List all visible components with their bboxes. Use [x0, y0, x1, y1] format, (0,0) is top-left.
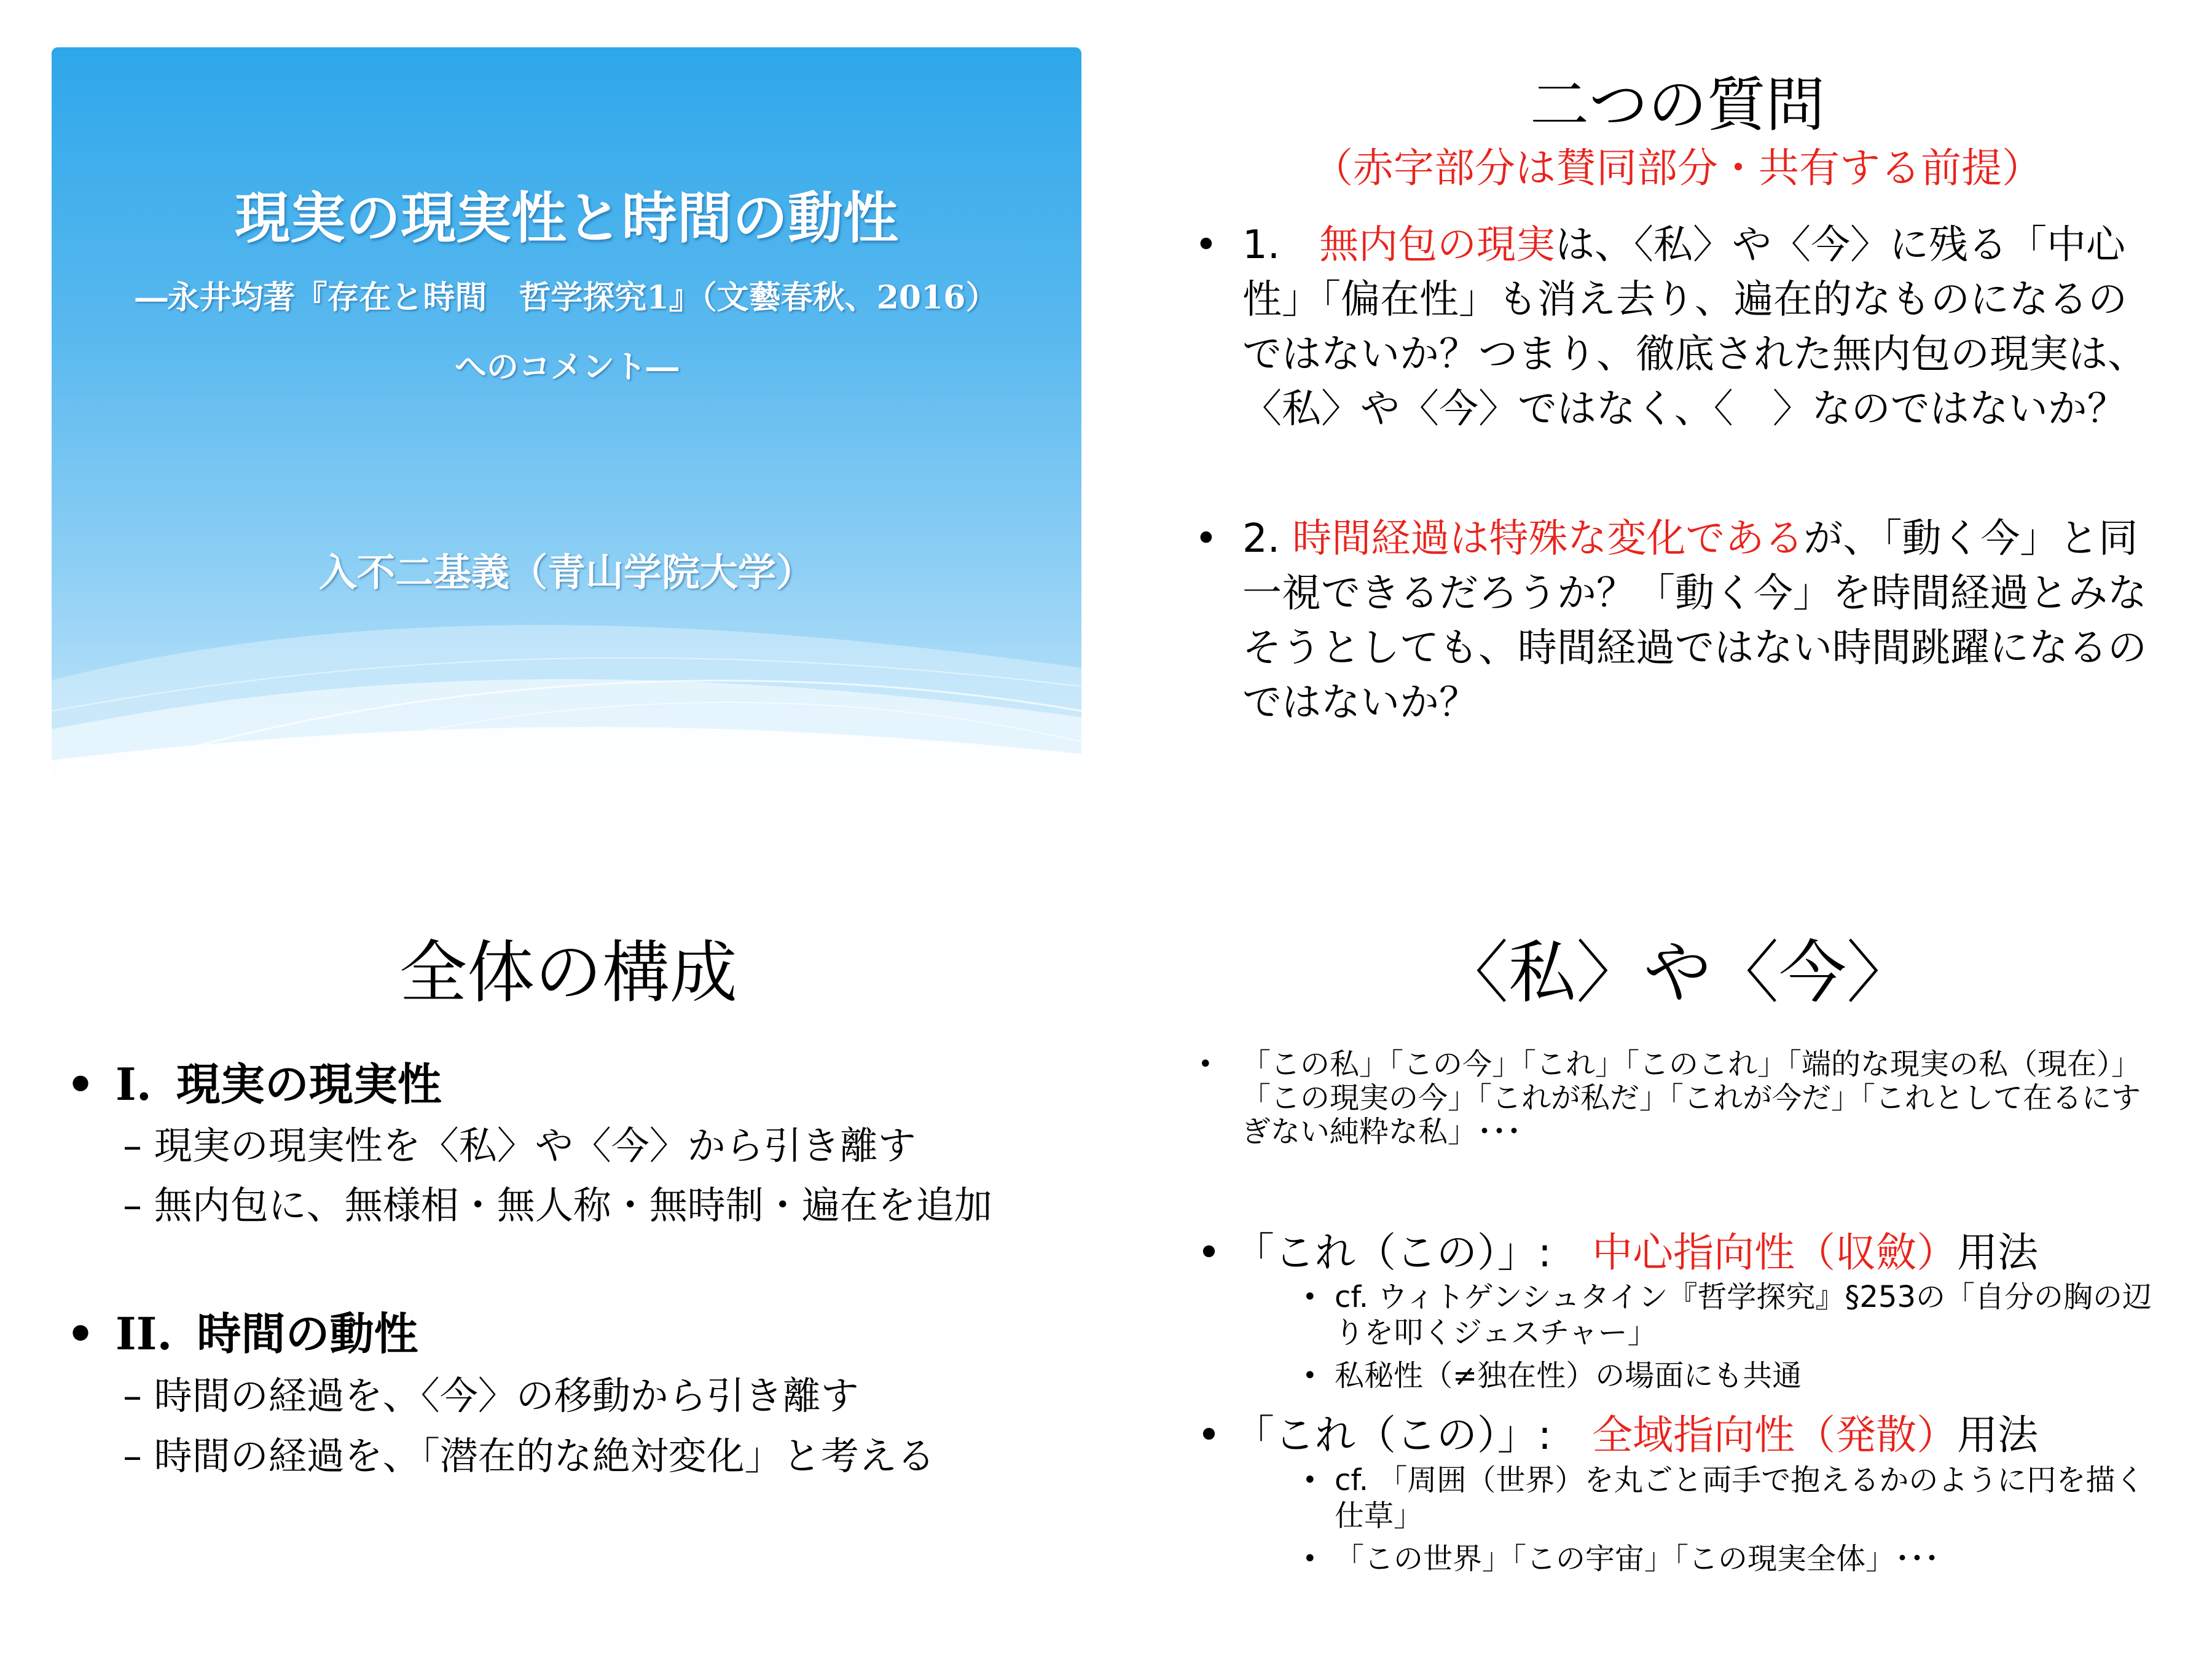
usage-1-red: 中心指向性（収斂） [1592, 1229, 1958, 1276]
bullet-icon: • [1303, 1466, 1317, 1494]
bullet-icon: • [1194, 222, 1218, 268]
section-2-item-1 [123, 1365, 859, 1420]
section-1-roman: I. [116, 1058, 152, 1110]
slide2-title: 二つの質問 [1530, 71, 1825, 139]
question-2 [1194, 512, 2157, 731]
bullet-icon: • [1194, 516, 1218, 562]
usage-2 [1197, 1402, 2038, 1461]
usage-2-red: 全域指向性（発散） [1592, 1411, 1958, 1459]
section-1-item-1 [123, 1115, 916, 1170]
question-2-number: 2. [1242, 516, 1293, 562]
usage-1-prefix: 「これ（この）」: [1233, 1229, 1593, 1276]
wave-decoration [52, 47, 1081, 779]
bullet-icon: • [1303, 1545, 1317, 1573]
usage-1-sub-1-text: cf. ウィトゲンシュタイン『哲学探究』§253の「自分の胸の辺りを叩くジェスチャー」 [1335, 1280, 2152, 1350]
bullet-icon: • [1303, 1283, 1317, 1311]
usage-2-sub-1-text: cf. 「周囲（世界）を丸ごと両手で抱えるかのように円を描く仕草」 [1335, 1463, 2145, 1533]
slide4-lead-text: 「この私」「この今」「これ」「このこれ」「端的な現実の私（現在）」「この現実の今」「これが私だ」「これが今だ」「これとして在るにすぎない純粋な私」･･･ [1241, 1047, 2141, 1149]
section-2-roman: II. [116, 1308, 173, 1360]
section-2-item-2-text: 時間の経過を、「潜在的な絶対変化」と考える [154, 1433, 935, 1478]
usage-1-suffix: 用法 [1957, 1229, 2039, 1276]
bullet-icon: • [1197, 1411, 1221, 1459]
bullet-icon: • [1303, 1362, 1317, 1390]
slide3-title: 全体の構成 [399, 933, 737, 1012]
dash-icon: – [123, 1183, 142, 1228]
question-1-red: 無内包の現実 [1319, 222, 1556, 268]
section-2-title: 時間の動性 [197, 1308, 418, 1360]
bullet-icon: • [66, 1059, 95, 1110]
dash-icon: – [123, 1373, 142, 1418]
slide1-title: 現実の現実性と時間の動性 [235, 186, 898, 251]
slide2-subtitle: （赤字部分は賛同部分・共有する前提） [1312, 144, 2042, 192]
bullet-icon: • [66, 1308, 95, 1360]
question-2-text: が、「動く今」と同一視できるだろうか？「動く今」を時間経過とみなそうとしても、時間経過ではない時間跳躍になるのではないか？ [1242, 516, 2147, 726]
section-1-item-2 [123, 1175, 992, 1230]
section-2-item-2 [123, 1426, 935, 1480]
usage-1-sub-1 [1303, 1279, 2163, 1351]
slide1-subtitle: ―永井均著『存在と時間 哲学探究1』（文藝春秋、2016） [135, 279, 998, 316]
question-1 [1194, 218, 2157, 437]
title-slide [52, 47, 1081, 779]
bullet-icon: • [1197, 1229, 1221, 1276]
usage-2-sub-2 [1303, 1541, 2163, 1577]
section-2-item-1-text: 時間の経過を、〈今〉の移動から引き離す [154, 1373, 859, 1418]
usage-2-sub-1 [1303, 1462, 2163, 1534]
slide4-title: 〈私〉や〈今〉 [1441, 933, 1914, 1012]
usage-1-sub-2-text: 私秘性（≠独在性）の場面にも共通 [1335, 1359, 1802, 1393]
usage-1 [1197, 1220, 2038, 1278]
slide1-subtitle-2: へのコメント― [454, 348, 678, 386]
question-2-red: 時間経過は特殊な変化である [1292, 516, 1804, 562]
section-1-item-1-text: 現実の現実性を〈私〉や〈今〉から引き離す [154, 1123, 916, 1168]
section-2-heading [66, 1298, 418, 1362]
dash-icon: – [123, 1433, 142, 1478]
slide4-lead [1198, 1048, 2157, 1149]
section-1-title: 現実の現実性 [176, 1059, 442, 1110]
dash-icon: – [123, 1123, 142, 1168]
section-1-item-2-text: 無内包に、無様相・無人称・無時制・遍在を追加 [154, 1183, 992, 1228]
usage-2-sub-2-text: 「この世界」「この宇宙」「この現実全体」･･･ [1335, 1542, 1940, 1576]
usage-1-sub-2 [1303, 1358, 2163, 1394]
usage-2-prefix: 「これ（この）」: [1233, 1411, 1593, 1459]
bullet-icon: • [1198, 1050, 1213, 1078]
question-1-text: は、〈私〉や〈今〉に残る「中心性」「偏在性」も消え去り、遍在的なものになるのではないか？つまり、徹底された無内包の現実は、〈私〉や〈今〉ではなく、〈 〉なのではないか？ [1242, 222, 2147, 432]
section-1-heading [66, 1049, 442, 1113]
question-1-number: 1. [1242, 222, 1320, 268]
slide1-author: 入不二基義（青山学院大学） [318, 550, 814, 595]
usage-2-suffix: 用法 [1957, 1411, 2039, 1459]
